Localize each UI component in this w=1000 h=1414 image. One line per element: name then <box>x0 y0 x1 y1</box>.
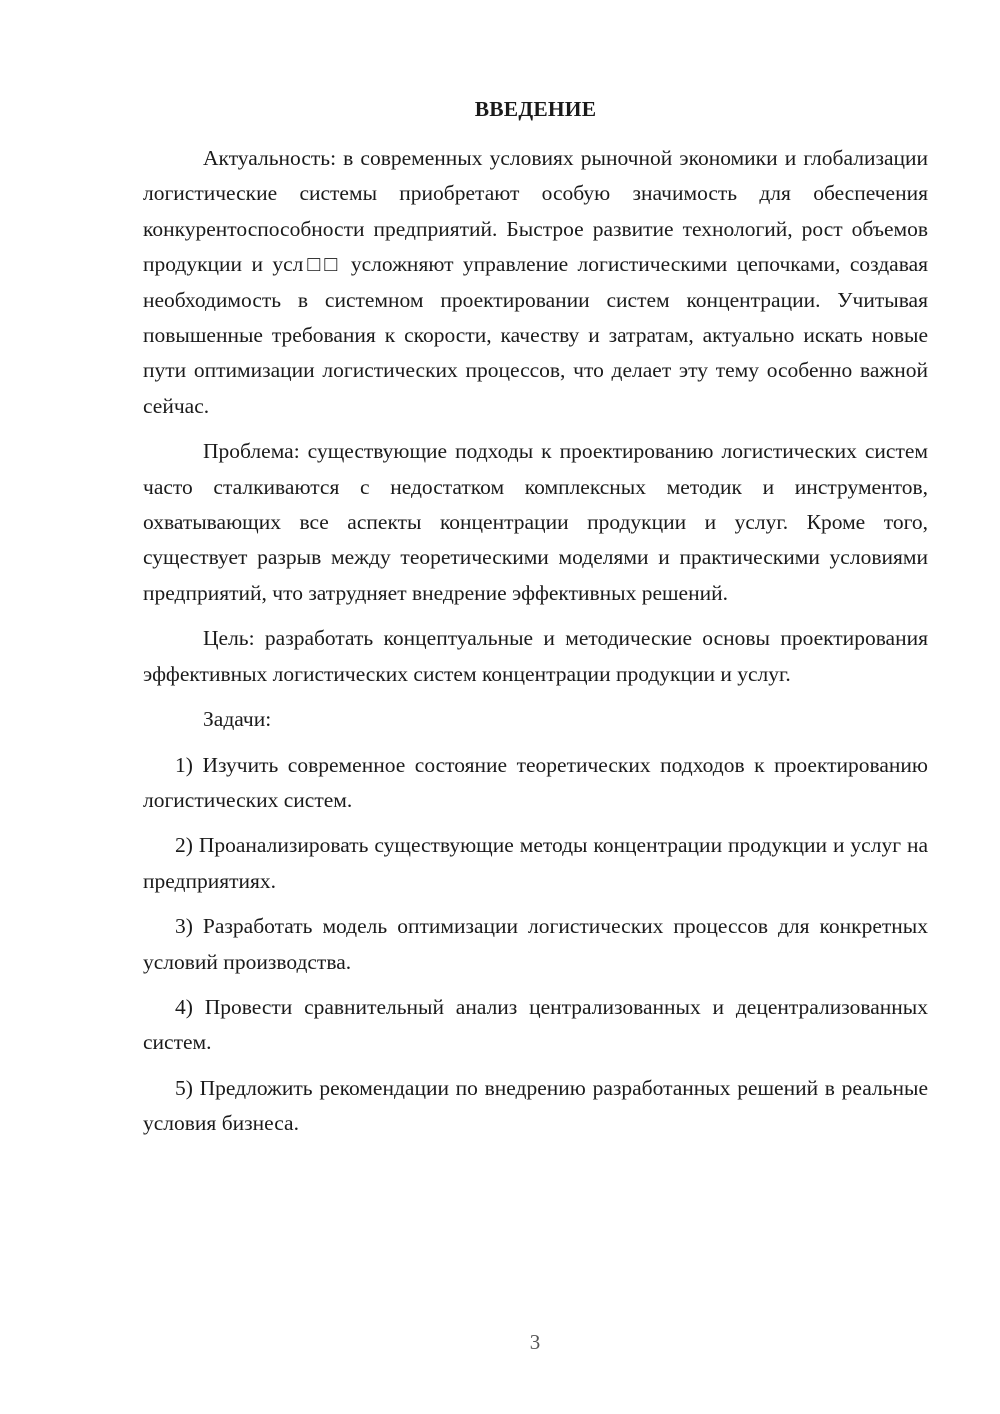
paragraph-goal: Цель: разработать концептуальные и методические основы проектирования эффективных логистических систем концентрации продукции и услуг. <box>143 626 928 686</box>
page-number: 3 <box>529 1330 541 1354</box>
task-item-5: 5) Предложить рекомендации по внедрению разработанных решений в реальные условия бизнеса. <box>143 1075 928 1136</box>
task-item-4: 4) Провести сравнительный анализ централизованных и децентрализованных систем. <box>143 994 928 1055</box>
task-item-3: 3) Разработать модель оптимизации логистических процессов для конкретных условий производства. <box>143 914 928 974</box>
section-title: ВВЕДЕНИЕ <box>474 97 597 121</box>
paragraph-problem: Проблема: существующие подходы к проектированию логистических систем часто сталкиваются с недостатком комплексных методик и инструментов, охватывающих все аспекты концентрации продукции и услуг. Кроме того, существует разрыв между теоретическими моделями и практическими условиями предприятий, что затрудняет внедрение эффективных решений. <box>143 439 928 605</box>
paragraph-relevance: Актуальность: в современных условиях рыночной экономики и глобализации логистические системы приобретают особую значимость для обеспечения конкурентоспособности предприятий. Быстрое развитие технологий, рост объемов продукции и усл□□ усложняют управление логистическими цепочками, создавая необходимость в системном проектировании систем концентрации. Учитывая повышенные требования к скорости, качеству и затратам, актуально искать новые пути оптимизации логистических процессов, что делает эту тему особенно важной сейчас. <box>143 146 928 418</box>
task-item-2: 2) Проанализировать существующие методы концентрации продукции и услуг на предприятиях. <box>143 833 928 893</box>
tasks-heading: Задачи: <box>203 707 272 732</box>
task-item-1: 1) Изучить современное состояние теоретических подходов к проектированию логистических систем. <box>143 752 928 812</box>
page-content <box>143 92 928 1152</box>
